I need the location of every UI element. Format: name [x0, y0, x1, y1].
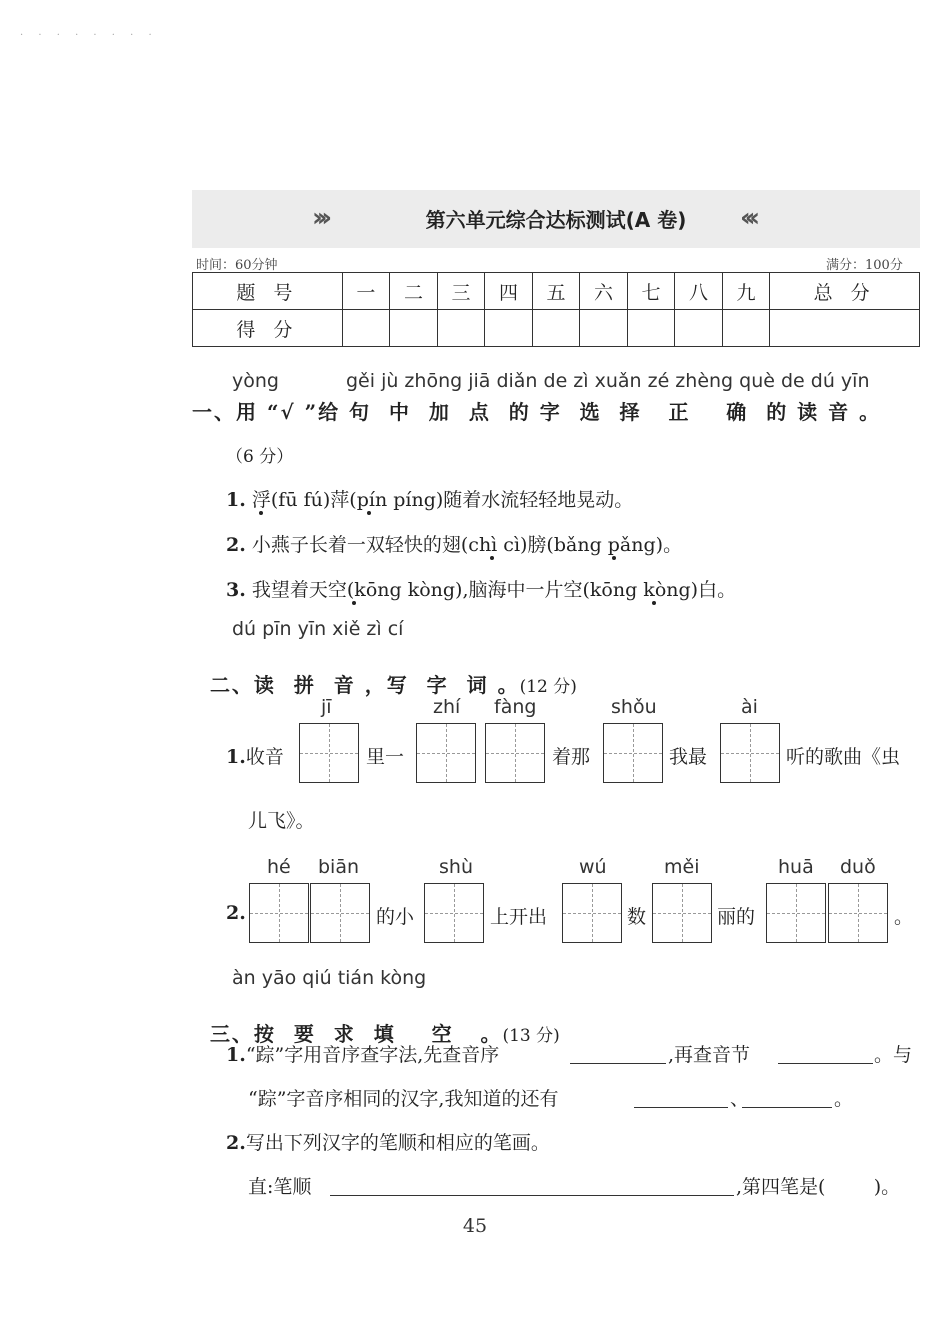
tianzige-box[interactable]	[485, 723, 545, 783]
emphasis-dot	[652, 601, 656, 605]
question-text: 浮(fū fú)萍(pín píng)随着水流轻轻地晃动。	[251, 489, 634, 511]
question-text: 儿飞》。	[248, 810, 315, 832]
tianzige-box[interactable]	[310, 883, 370, 943]
question-text: 听的歌曲《虫	[786, 746, 901, 768]
answer-blank[interactable]	[570, 1063, 666, 1064]
question-text: 。与	[874, 1044, 913, 1066]
question-text: 我最	[669, 746, 708, 768]
tianzige-box[interactable]	[603, 723, 663, 783]
page-title: 第六单元综合达标测试(A 卷)	[425, 208, 687, 232]
question-text: 上开出	[490, 906, 548, 928]
score-table-score-row	[193, 310, 920, 347]
table-cell: 九	[722, 273, 770, 310]
question-text: 。	[834, 1088, 854, 1110]
section-title: 二、读 拼 音 ，写 字 词 。(12 分)	[209, 673, 577, 697]
emphasis-dot	[352, 601, 356, 605]
score-table	[192, 272, 920, 347]
chevron-left-icon: ‹‹‹	[740, 203, 755, 233]
section-title: 三、按 要 求 填 空 。(13 分)	[209, 1022, 560, 1046]
score-cell[interactable]	[580, 310, 628, 347]
tianzige-box[interactable]	[828, 883, 888, 943]
grid-pinyin: huā	[778, 856, 814, 878]
section-title: 一、用 “√ ”给 句 中 加 点 的 字 选 择 正 确 的 读 音 。	[192, 400, 882, 424]
tianzige-box[interactable]	[766, 883, 826, 943]
question-text: 直:笔顺	[248, 1176, 312, 1198]
score-cell[interactable]	[722, 310, 770, 347]
question-text: 的小	[376, 906, 415, 928]
section-pinyin: àn yāo qiú tián kòng	[232, 967, 427, 989]
score-cell[interactable]	[437, 310, 485, 347]
question-text: 小燕子长着一双轻快的翅(chì cì)膀(bǎng pǎng)。	[251, 534, 683, 556]
question-3-1: 1.“踪”字用音序查字法,先查音序	[226, 1044, 500, 1066]
question-3-2: 2.写出下列汉字的笔顺和相应的笔画。	[226, 1132, 550, 1154]
question-text: 我望着天空(kōng kòng),脑海中一片空(kōng kòng)白。	[251, 579, 737, 601]
grid-pinyin: ài	[741, 696, 758, 718]
table-cell: 总 分	[770, 273, 920, 310]
question-text: ,再查音节	[668, 1044, 751, 1066]
table-cell: 得 分	[193, 310, 343, 347]
chevron-right-icon: ›››	[312, 203, 327, 233]
tianzige-box[interactable]	[720, 723, 780, 783]
question-text: 丽的	[717, 906, 756, 928]
table-cell: 三	[437, 273, 485, 310]
tianzige-box[interactable]	[416, 723, 476, 783]
top-mark: · · · · · · · ·	[20, 30, 158, 41]
tianzige-box[interactable]	[562, 883, 622, 943]
question-number: 1.	[226, 489, 246, 511]
table-cell: 题 号	[193, 273, 343, 310]
question-1-1	[226, 485, 633, 512]
grid-pinyin: měi	[664, 856, 700, 878]
emphasis-dot	[612, 556, 616, 560]
question-number: 2.	[226, 534, 246, 556]
tianzige-box[interactable]	[249, 883, 309, 943]
table-cell: 一	[342, 273, 390, 310]
page-number: 45	[462, 1215, 488, 1237]
table-cell: 八	[675, 273, 723, 310]
question-1-3	[226, 575, 736, 602]
question-text: 着那	[552, 746, 591, 768]
emphasis-dot	[490, 556, 494, 560]
score-cell[interactable]	[390, 310, 438, 347]
score-cell[interactable]	[627, 310, 675, 347]
question-text: ,第四笔是( )。	[736, 1176, 901, 1198]
grid-pinyin: shù	[439, 856, 473, 878]
answer-blank[interactable]	[778, 1063, 873, 1064]
answer-blank[interactable]	[742, 1107, 832, 1108]
grid-pinyin: shǒu	[611, 696, 657, 718]
grid-pinyin: hé	[267, 856, 291, 878]
tianzige-box[interactable]	[652, 883, 712, 943]
grid-pinyin: fàng	[494, 696, 537, 718]
section-pinyin: dú pīn yīn xiě zì cí	[232, 618, 404, 640]
tianzige-box[interactable]	[424, 883, 484, 943]
tianzige-box[interactable]	[299, 723, 359, 783]
question-text: “踪”字音序相同的汉字,我知道的还有	[248, 1088, 559, 1110]
answer-blank[interactable]	[330, 1195, 734, 1196]
question-text: 里一	[366, 746, 405, 768]
table-cell: 二	[390, 273, 438, 310]
section-points: （6 分）	[226, 447, 294, 467]
section-pinyin: gěi jù zhōng jiā diǎn de zì xuǎn zé zhèng què de dú yīn	[346, 370, 870, 392]
table-cell: 五	[532, 273, 580, 310]
score-cell[interactable]	[675, 310, 723, 347]
score-table-header-row	[193, 273, 920, 310]
grid-pinyin: duǒ	[840, 856, 876, 878]
question-number: 3.	[226, 579, 246, 601]
time-limit: 时间：60分钟	[196, 258, 278, 273]
grid-pinyin: biān	[318, 856, 360, 878]
question-text: 。	[894, 906, 914, 928]
grid-pinyin: zhí	[433, 696, 461, 718]
section-pinyin: yòng	[232, 370, 279, 392]
answer-blank[interactable]	[634, 1107, 728, 1108]
question-2-1-label: 1.收音	[226, 746, 284, 768]
question-1-2	[226, 530, 682, 557]
score-cell[interactable]	[342, 310, 390, 347]
table-cell: 六	[580, 273, 628, 310]
question-text: 数	[627, 906, 647, 928]
question-text: 、	[730, 1088, 750, 1110]
table-cell: 七	[627, 273, 675, 310]
emphasis-dot	[259, 511, 263, 515]
score-cell[interactable]	[770, 310, 920, 347]
emphasis-dot	[367, 511, 371, 515]
table-cell: 四	[485, 273, 533, 310]
grid-pinyin: wú	[579, 856, 607, 878]
score-cell[interactable]	[532, 310, 580, 347]
score-cell[interactable]	[485, 310, 533, 347]
question-number: 2.	[226, 902, 246, 924]
grid-pinyin: jī	[321, 696, 332, 718]
full-score: 满分：100分	[826, 258, 903, 273]
